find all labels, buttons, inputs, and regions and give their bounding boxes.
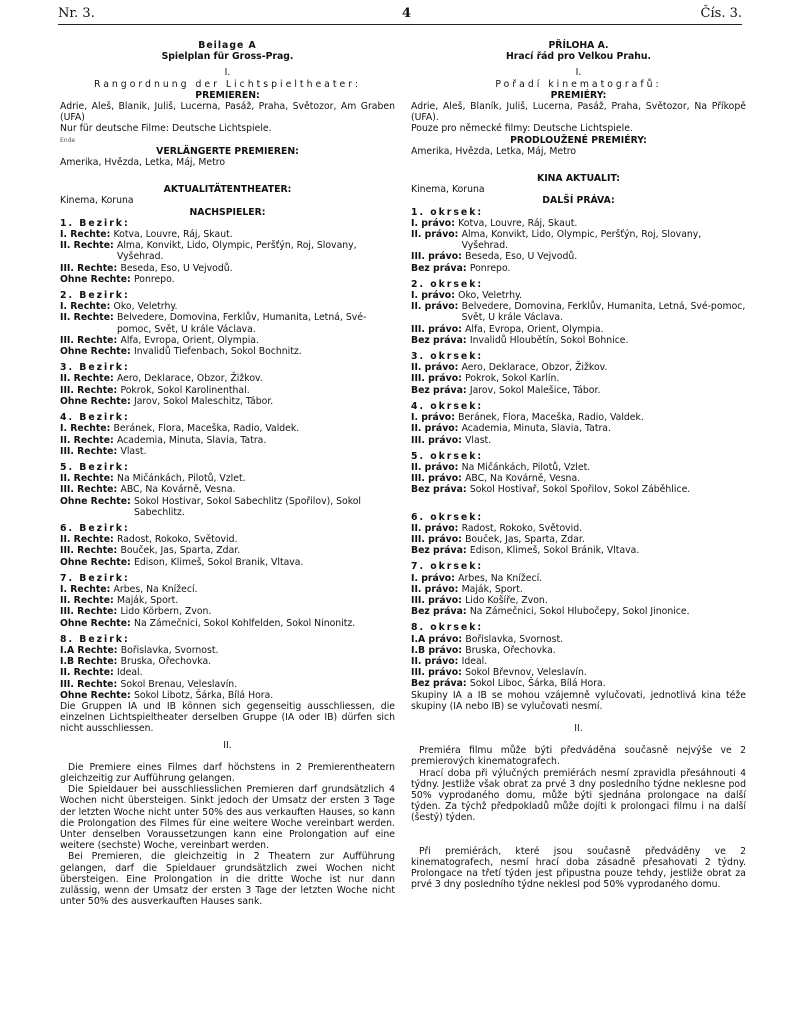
- list-item: III. Rechte: Beseda, Eso, U Vejvodů.: [60, 262, 233, 274]
- list-item: III. Rechte: Lido Körbern, Zvon.: [60, 606, 212, 618]
- list-item: II. Rechte: Radost, Rokoko, Světovid.: [60, 534, 238, 546]
- list-item: I. Rechte: Beránek, Flora, Maceška, Radio, Valdek.: [60, 423, 300, 435]
- german-films-note: Nur für deutsche Filme: Deutsche Lichtspiele.: [60, 123, 272, 135]
- premieres-list: Adrie, Aleš, Blaník, Juliš, Lucerna, Pasáž, Praha, Světozor, Na Příkopě (UFA).: [411, 101, 746, 124]
- handwritten-mark: Ende: [60, 136, 76, 144]
- paragraph: Bei Premieren, die gleichzeitig in 2 Theatern zur Aufführung gelangen, darf die Spieldauer grundsätzlich zwei Wochen nicht übersteigen. Eine Prolongation in die dritte Woche ist nur dann zulässig, wenn der Umsatz der ersten 3 Tage der letzten Woche nicht unter 50% des ausverkauften Hauses sank.: [60, 851, 395, 908]
- district-heading: 7. okrsek:: [411, 561, 484, 573]
- list-item: Ohne Rechte: Sokol Libotz, Šárka, Bílá Hora.: [60, 689, 274, 701]
- section-number: II.: [223, 739, 232, 751]
- german-films-note: Pouze pro německé filmy: Deutsche Lichtspiele.: [411, 123, 633, 135]
- list-item: Bez práva: Na Zámečnici, Sokol Hlubočepy, Sokol Jinonice.: [411, 606, 690, 618]
- premieres-list: Adrie, Aleš, Blanik, Juliš, Lucerna, Pasáž, Praha, Světozor, Am Graben (UFA): [60, 101, 395, 124]
- district-heading: 5. okrsek:: [411, 450, 484, 462]
- list-item: I. Rechte: Kotva, Louvre, Ráj, Skaut.: [60, 229, 233, 241]
- list-item: III. Rechte: ABC, Na Kovárně, Vesna.: [60, 484, 236, 496]
- list-item: II. právo: Ideal.: [411, 655, 488, 667]
- czech-column: [411, 40, 746, 890]
- list-item: III. právo: Vlast.: [411, 434, 492, 446]
- list-item: II. Rechte: Alma, Konvikt, Lido, Olympic, Peršťýn, Roj, Slovany, Vyšehrad.: [60, 240, 357, 263]
- list-item: Ohne Rechte: Jarov, Sokol Maleschitz, Tábor.: [60, 395, 274, 407]
- list-item: Bez práva: Jarov, Sokol Malešice, Tábor.: [411, 384, 601, 396]
- list-item: I. právo: Arbes, Na Knížecí.: [411, 572, 543, 584]
- list-item: Bez práva: Sokol Hostivař, Sokol Spořilov, Sokol Záběhlice.: [411, 484, 691, 496]
- subsequent-runs-heading: DALŠÍ PRÁVA:: [542, 195, 615, 207]
- german-column: [60, 40, 395, 907]
- list-item: I.B Rechte: Bruska, Ořechovka.: [60, 656, 212, 668]
- newsreel-theaters-heading: AKTUALITÄTENTHEATER:: [163, 184, 292, 196]
- newsreel-theaters-list: Kinema, Koruna: [60, 195, 134, 207]
- list-item: Ohne Rechte: Edison, Klimeš, Sokol Branik, Vltava.: [60, 556, 304, 568]
- list-item: I. právo: Oko, Veletrhy.: [411, 290, 523, 302]
- extended-premieres-list: Amerika, Hvězda, Letka, Máj, Metro: [60, 157, 226, 169]
- list-item: II. Rechte: Belvedere, Domovina, Ferklův, Humanita, Letná, Své-pomoc, Svět, U krále Václava.: [60, 312, 367, 335]
- list-item: I. právo: Beránek, Flora, Maceška, Radio, Valdek.: [411, 412, 644, 424]
- list-item: III. Rechte: Sokol Brenau, Veleslavín.: [60, 678, 238, 690]
- list-item: II. Rechte: Na Mičánkách, Pilotů, Vzlet.: [60, 473, 246, 485]
- list-item: II. Rechte: Ideal.: [60, 667, 143, 679]
- list-item: Bez práva: Edison, Klimeš, Sokol Bránik, Vltava.: [411, 545, 640, 557]
- newsreel-theaters-heading: KINA AKTUALIT:: [536, 173, 620, 185]
- district-heading: 4. okrsek:: [411, 400, 484, 412]
- premieres-heading: PREMIÉRY:: [550, 89, 607, 101]
- list-item: II. právo: Aero, Deklarace, Obzor, Žižkov.: [411, 362, 608, 374]
- page-header: [58, 6, 742, 25]
- list-item: III. Rechte: Pokrok, Sokol Karolinenthal.: [60, 384, 250, 396]
- extended-premieres-heading: VERLÄNGERTE PREMIEREN:: [156, 145, 299, 157]
- groups-note: Die Gruppen IA und IB können sich gegenseitig ausschliessen, die einzelnen Lichtspieltheater derselben Gruppe (IA oder IB) dürfen sich nicht ausschliessen.: [60, 700, 395, 735]
- district-heading: 1. okrsek:: [411, 206, 484, 218]
- appendix-title: PŘÍLOHA A.: [548, 40, 609, 51]
- district-heading: 8. Bezirk:: [60, 633, 130, 645]
- list-item: I.B právo: Bruska, Ořechovka.: [411, 644, 556, 656]
- district-heading: 3. okrsek:: [411, 351, 484, 363]
- list-item: I.A Rechte: Bořislavka, Svornost.: [60, 644, 219, 656]
- list-item: I.A právo: Bořislavka, Svornost.: [411, 633, 564, 645]
- groups-note: Skupiny IA a IB se mohou vzájemně vylučovati, jednotlivá kina téže skupiny (IA nebo IB) se vylučovati nesmí.: [411, 689, 746, 712]
- ranking-heading: Pořadí kinematografů:: [495, 78, 662, 90]
- list-item: II. Rechte: Academia, Minuta, Slavia, Tatra.: [60, 434, 267, 446]
- list-item: Ohne Rechte: Na Zámečnici, Sokol Kohlfelden, Sokol Ninonitz.: [60, 617, 356, 629]
- district-heading: 1. Bezirk:: [60, 217, 130, 229]
- appendix-subtitle: Spielplan für Gross-Prag.: [161, 51, 294, 63]
- list-item: II. právo: Maják, Sport.: [411, 583, 523, 595]
- list-item: III. Rechte: Alfa, Evropa, Orient, Olympia.: [60, 334, 259, 346]
- section-number: I.: [224, 67, 231, 79]
- district-heading: 4. Bezirk:: [60, 412, 130, 424]
- list-item: III. právo: Pokrok, Sokol Karlín.: [411, 373, 560, 385]
- premieres-heading: PREMIEREN:: [195, 89, 260, 101]
- list-item: III. právo: Alfa, Evropa, Orient, Olympia.: [411, 323, 604, 335]
- subsequent-runs-heading: NACHSPIELER:: [189, 206, 266, 218]
- paragraph: Hrací doba při výlučných premiérách nesmí zpravidla přesáhnouti 4 týdny. Jestliže však obrat za prvé 3 dny posledního týdne neklesne pod 50% vyprodaného domu, může býti sjednána prolongace na další týden. Za týchž předpokladů může dojíti k prolongaci filmu i na další (šestý) týden.: [411, 767, 746, 824]
- paragraph: Die Spieldauer bei ausschliesslichen Premieren darf grundsätzlich 4 Wochen nicht übersteigen. Sinkt jedoch der Umsatz der ersten 3 Tage der letzten Woche nicht unter 50% des aus verkauften Hauses, so kann die Prolongation des Filmes für eine weitere Woche vereinbart werden. Unter denselben Voraussetzungen kann eine Prolongation auf eine weitere (sechste) Woche, vereinbart werden.: [60, 784, 395, 852]
- ranking-heading: Rangordnung der Lichtspieltheater:: [93, 78, 362, 90]
- district-heading: 2. Bezirk:: [60, 290, 130, 302]
- appendix-subtitle: Hrací řád pro Velkou Prahu.: [506, 51, 651, 63]
- newsreel-theaters-list: Kinema, Koruna: [411, 184, 485, 196]
- list-item: III. Rechte: Vlast.: [60, 445, 147, 457]
- list-item: II. právo: Na Mičánkách, Pilotů, Vzlet.: [411, 461, 591, 473]
- list-item: Ohne Rechte: Sokol Hostivar, Sokol Sabechlitz (Spořilov), Sokol Sabechlitz.: [60, 495, 362, 518]
- list-item: Bez práva: Ponrepo.: [411, 262, 511, 274]
- list-item: II. právo: Academia, Minuta, Slavia, Tatra.: [411, 423, 611, 435]
- list-item: III. právo: Lido Košíře, Zvon.: [411, 594, 548, 606]
- list-item: III. právo: Beseda, Eso, U Vejvodů.: [411, 251, 578, 263]
- appendix-title: Beilage A: [198, 40, 257, 51]
- list-item: II. právo: Radost, Rokoko, Světovid.: [411, 522, 583, 534]
- extended-premieres-list: Amerika, Hvězda, Letka, Máj, Metro: [411, 145, 577, 157]
- list-item: II. právo: Alma, Konvikt, Lido, Olympic, Peršťýn, Roj, Slovany, Vyšehrad.: [411, 229, 702, 252]
- paragraph: Premiéra filmu může býti předváděna současně nejvýše ve 2 premierových kinematografech.: [411, 745, 746, 768]
- district-heading: 6. Bezirk:: [60, 522, 130, 534]
- section-number: II.: [574, 722, 583, 734]
- list-item: Ohne Rechte: Invalidů Tiefenbach, Sokol Bochnitz.: [60, 346, 302, 358]
- district-heading: 3. Bezirk:: [60, 362, 130, 374]
- list-item: II. Rechte: Maják, Sport.: [60, 595, 179, 607]
- district-heading: 5. Bezirk:: [60, 461, 130, 473]
- extended-premieres-heading: PRODLOUŽENÉ PREMIÉRY:: [510, 134, 647, 146]
- list-item: I. právo: Kotva, Louvre, Ráj, Skaut.: [411, 217, 578, 229]
- list-item: I. Rechte: Oko, Veletrhy.: [60, 301, 178, 313]
- list-item: III. právo: Bouček, Jas, Sparta, Zdar.: [411, 533, 585, 545]
- paragraph: Při premiérách, které jsou současně předváděny ve 2 kinematografech, nesmí hrací doba zásadně přesahovati 2 týdny. Prolongace na třetí týden jest připustna pouze tehdy, jestliže obrat za prvé 3 dny posledního týdne neklesl pod 50% vyprodaného domu.: [411, 845, 746, 891]
- list-item: II. právo: Belvedere, Domovina, Ferklův, Humanita, Letná, Své-pomoc, Svět, U krále Václava.: [411, 301, 746, 324]
- list-item: Ohne Rechte: Ponrepo.: [60, 273, 175, 285]
- list-item: I. Rechte: Arbes, Na Knížecí.: [60, 583, 198, 595]
- list-item: III. právo: Sokol Břevnov, Veleslavín.: [411, 667, 587, 679]
- district-heading: 2. okrsek:: [411, 278, 484, 290]
- issue-number-german: Nr. 3.: [58, 6, 95, 21]
- list-item: Bez práva: Sokol Liboc, Šárka, Bílá Hora.: [411, 678, 606, 690]
- district-heading: 6. okrsek:: [411, 511, 484, 523]
- issue-number-czech: Čís. 3.: [700, 6, 742, 21]
- list-item: III. Rechte: Bouček, Jas, Sparta, Zdar.: [60, 545, 241, 557]
- district-heading: 7. Bezirk:: [60, 572, 130, 584]
- list-item: III. právo: ABC, Na Kovárně, Vesna.: [411, 473, 581, 485]
- list-item: Bez práva: Invalidů Hloubětín, Sokol Bohnice.: [411, 334, 629, 346]
- district-heading: 8. okrsek:: [411, 622, 484, 634]
- list-item: II. Rechte: Aero, Deklarace, Obzor, Žižkov.: [60, 373, 263, 385]
- page-number: 4: [402, 6, 412, 21]
- paragraph: Die Premiere eines Filmes darf höchstens in 2 Premierentheatern gleichzeitig zur Aufführung gelangen.: [60, 761, 395, 784]
- section-number: I.: [575, 67, 582, 79]
